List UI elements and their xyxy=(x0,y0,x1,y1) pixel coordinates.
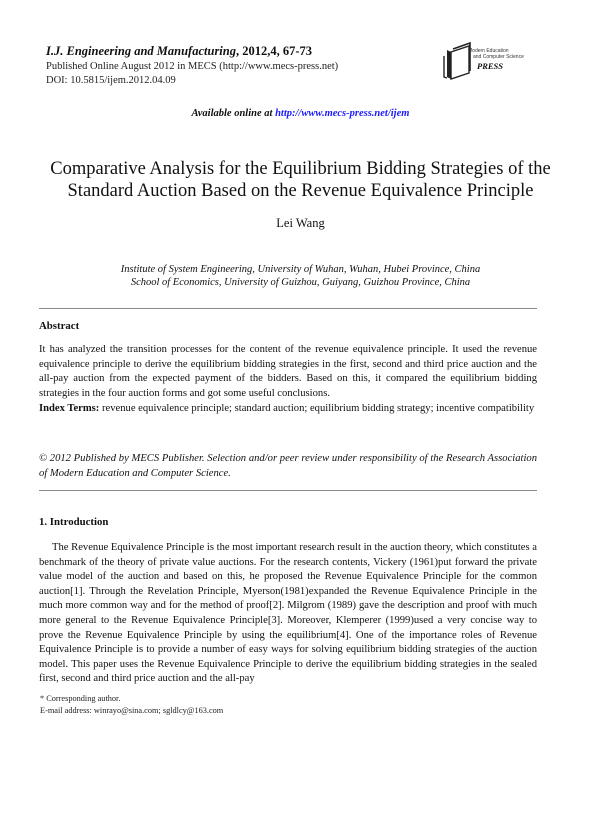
journal-name: I.J. Engineering and Manufacturing xyxy=(46,44,236,58)
journal-link[interactable]: http://www.mecs-press.net/ijem xyxy=(275,108,410,119)
published-info: Published Online August 2012 in MECS (http://www.mecs-press.net) xyxy=(46,61,339,72)
divider xyxy=(39,490,537,491)
index-terms: Index Terms: revenue equivalence principle; standard auction; equilibrium bidding strategy; incentive compatibility xyxy=(39,403,535,414)
introduction-text: The Revenue Equivalence Principle is the most important research result in the auction theory, which constitutes a benchmark of the theory of private value auctions. For the research contents, Vickery (1961)put forward the private value model of the auction and based on this, he proposed the Revenue Equivalence Principle for the common auction[1]. Through the Revelation Principle, Myerson(1981)expanded the Revenue Equivalence Principle in the much more common way and for the method of proof[2]. Milgrom (1989) gave the description and proof with much more general to the Revenue Equivalence Principle[3]. Moreover, Klemperer (1999)used a very concise way to prove the Revenue Equivalence Principle by using the equilibrium[4]. One of the importance roles of Revenue Equivalence Principle is to provide a number of easy ways for solving equilibrium bidding strategies of the auction model. This paper uses the Revenue Equivalence Principle to derive the equilibrium bidding strategies in the sealed first, second and third price auction and the all-pay xyxy=(39,542,537,685)
index-terms-label: Index Terms: xyxy=(39,403,100,414)
footnote-email: E-mail address: winrayo@sina.com; sgldlcy@163.com xyxy=(40,706,224,715)
author: Lei Wang xyxy=(276,216,325,230)
doi: DOI: 10.5815/ijem.2012.04.09 xyxy=(46,75,176,86)
journal-citation xyxy=(46,44,312,59)
publisher-logo xyxy=(443,40,538,80)
available-online: Available online at http://www.mecs-press.net/ijem xyxy=(191,108,410,119)
affiliation: School of Economics, University of Guizhou, Guiyang, Guizhou Province, China xyxy=(130,277,471,288)
journal-issue: , 2012,4, 67-73 xyxy=(235,44,313,58)
abstract-text: It has analyzed the transition processes for the content of the revenue equivalence principle. It used the revenue equivalence principle to derive the equilibrium bidding strategies in the first, second and third price auction and the all-pay auction from the expected payment of the bidders. Based on this, it compared the equilibrium bidding strategies in the four auction forms and got some useful conclusions. xyxy=(39,344,537,399)
logo-line-2: and Computer Science xyxy=(473,53,524,60)
logo-line-1: Modern Education xyxy=(468,48,509,54)
paper-title: Comparative Analysis for the Equilibrium Bidding Strategies of the Standard Auction Based on the Revenue Equivalence Principle xyxy=(50,159,551,201)
footnote-corresponding: * Corresponding author. xyxy=(40,694,121,703)
abstract-heading: Abstract xyxy=(39,320,80,332)
affiliation: Institute of System Engineering, University of Wuhan, Wuhan, Hubei Province, China xyxy=(120,264,481,275)
copyright-notice: © 2012 Published by MECS Publisher. Selection and/or peer review under responsibility of the Research Association of Modern Education and Computer Science. xyxy=(39,453,537,479)
divider xyxy=(39,308,537,309)
logo-press: PRESS xyxy=(477,61,503,71)
book-icon xyxy=(443,40,473,80)
introduction-heading: 1. Introduction xyxy=(39,516,109,528)
